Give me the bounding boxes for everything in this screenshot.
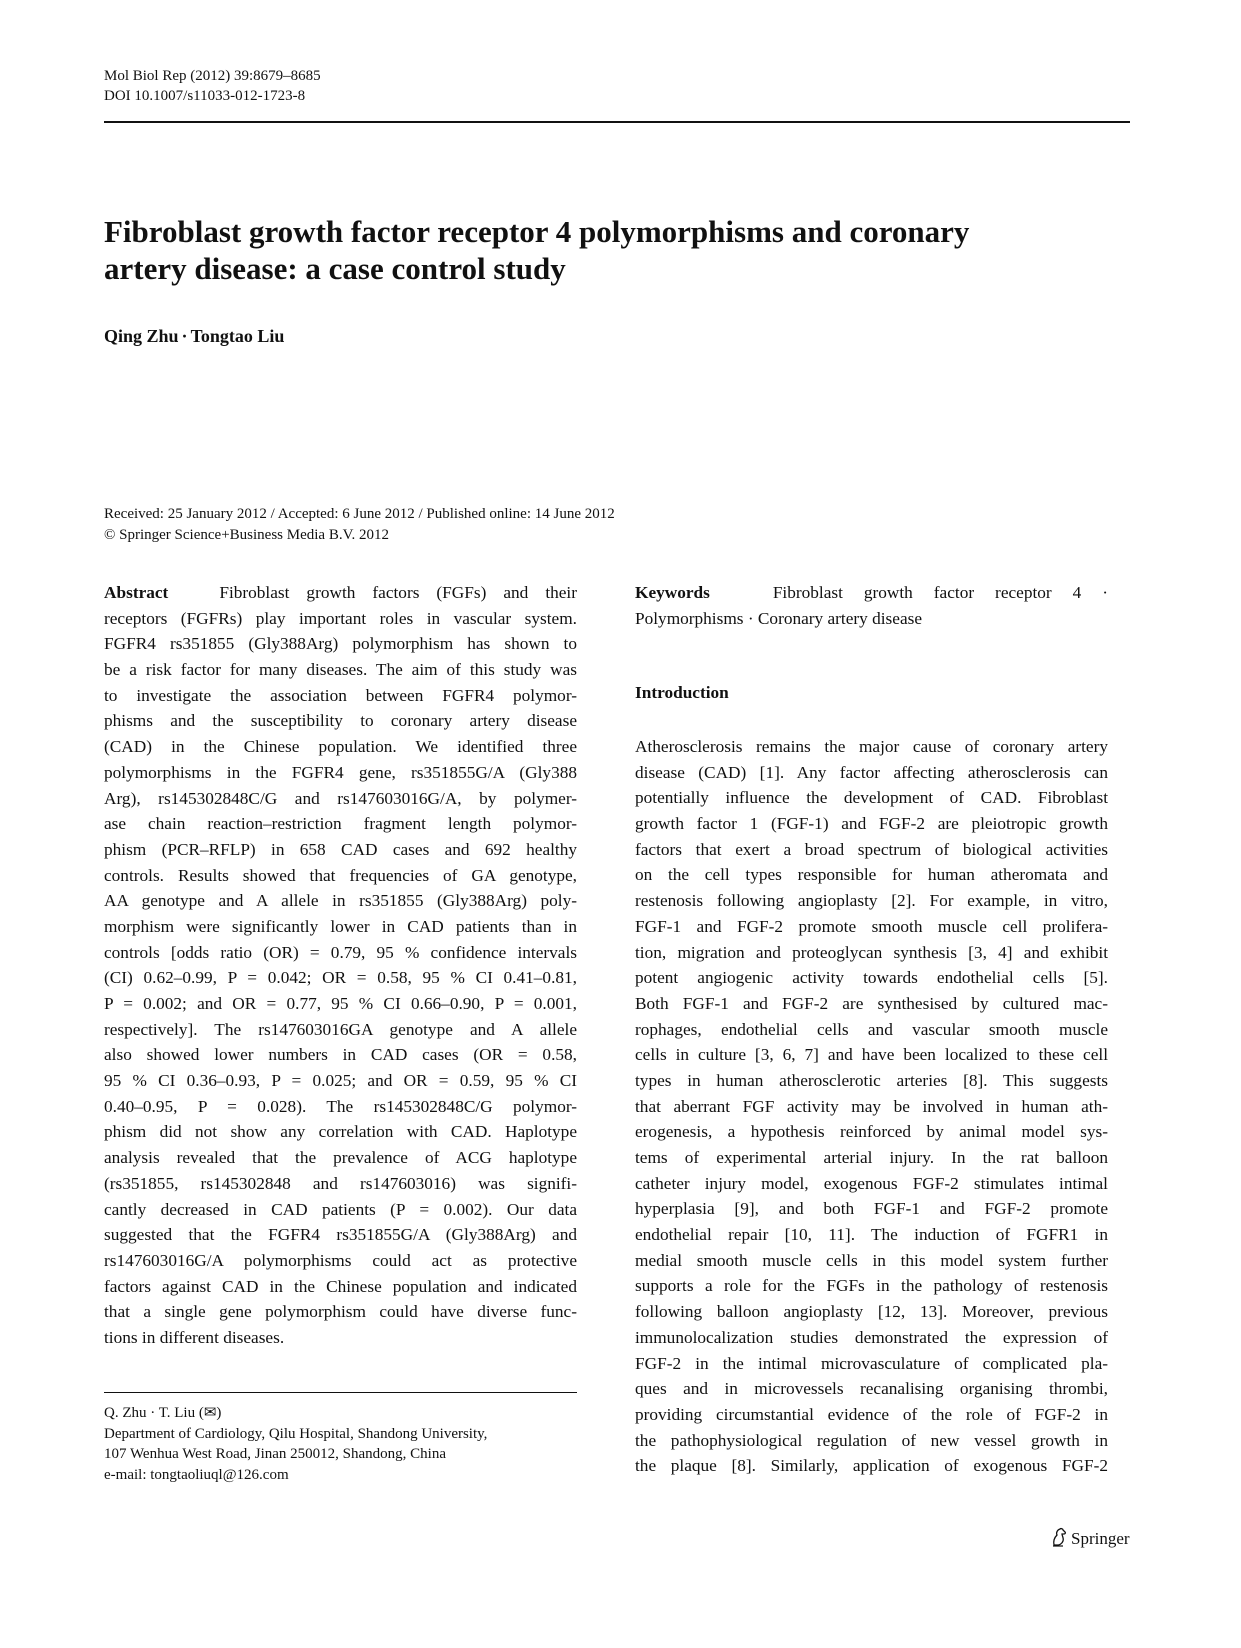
abstract	[104, 580, 577, 1351]
author-name: Tongtao Liu	[190, 326, 285, 346]
intro-line: FGF-2 in the intimal microvasculature of complicated pla-	[635, 1353, 1108, 1373]
intro-line: rophages, endothelial cells and vascular smooth muscle	[635, 1019, 1108, 1039]
intro-line: endothelial repair [10, 11]. The induction of FGFR1 in	[635, 1225, 1108, 1245]
abstract-line: controls. Results showed that frequencies of GA genotype,	[104, 865, 577, 885]
abstract-line: morphism were significantly lower in CAD patients than in	[104, 916, 577, 936]
keywords-line: Keywords Fibroblast growth factor receptor 4 ·	[635, 583, 1109, 602]
abstract-line: (rs351855, rs145302848 and rs147603016) was signifi-	[104, 1173, 577, 1193]
intro-line: immunolocalization studies demonstrated the expression of	[635, 1327, 1108, 1347]
intro-line: medial smooth muscle cells in this model system further	[635, 1250, 1108, 1270]
abstract-line: rs147603016G/A polymorphisms could act as protective	[104, 1250, 577, 1270]
intro-line: factors that exert a broad spectrum of biological activities	[635, 839, 1108, 859]
intro-line: restenosis following angioplasty [2]. For example, in vitro,	[635, 891, 1108, 911]
introduction-body	[635, 734, 1108, 1479]
intro-line: catheter injury model, exogenous FGF-2 stimulates intimal	[635, 1173, 1108, 1193]
abstract-line: receptors (FGFRs) play important roles in vascular system.	[104, 608, 577, 628]
paper-title	[104, 213, 1104, 287]
intro-line: hyperplasia [9], and both FGF-1 and FGF-2 promote	[635, 1199, 1108, 1219]
author-list	[104, 326, 284, 347]
abstract-line: Arg), rs145302848C/G and rs147603016G/A, by polymer-	[104, 788, 577, 808]
intro-line: potent angiogenic activity towards endothelial cells [5].	[635, 968, 1108, 988]
abstract-line: respectively]. The rs147603016GA genotype and A allele	[104, 1019, 577, 1039]
publication-dates	[104, 504, 615, 546]
keywords-label: Keywords	[635, 583, 710, 602]
intro-line: supports a role for the FGFs in the pathology of restenosis	[635, 1276, 1108, 1296]
abstract-line: controls [odds ratio (OR) = 0.79, 95 % confidence intervals	[104, 942, 577, 962]
abstract-line: ase chain reaction–restriction fragment length polymor-	[104, 814, 577, 834]
intro-line: potentially influence the development of CAD. Fibroblast	[635, 788, 1108, 808]
intro-line: erogenesis, a hypothesis reinforced by animal model sys-	[635, 1122, 1108, 1142]
abstract-line: analysis revealed that the prevalence of ACG haplotype	[104, 1148, 577, 1168]
intro-line: cells in culture [3, 6, 7] and have been localized to these cell	[635, 1045, 1108, 1065]
abstract-line: AA genotype and A allele in rs351855 (Gly388Arg) poly-	[104, 891, 577, 911]
intro-line: providing circumstantial evidence of the role of FGF-2 in	[635, 1404, 1108, 1424]
keywords-line: Polymorphisms · Coronary artery disease	[635, 608, 923, 628]
abstract-line: phism did not show any correlation with CAD. Haplotype	[104, 1122, 577, 1142]
abstract-line: be a risk factor for many diseases. The aim of this study was	[104, 660, 577, 680]
abstract-line: that a single gene polymorphism could have diverse func-	[104, 1302, 577, 1322]
intro-line: Atherosclerosis remains the major cause of coronary artery	[635, 737, 1108, 756]
intro-line: that aberrant FGF activity may be involved in human ath-	[635, 1096, 1108, 1116]
abstract-line: cantly decreased in CAD patients (P = 0.002). Our data	[104, 1199, 577, 1219]
section-heading-introduction: Introduction	[635, 683, 729, 702]
intro-line: FGF-1 and FGF-2 promote smooth muscle cell prolifera-	[635, 916, 1108, 936]
publisher-logo	[1050, 1527, 1130, 1549]
footnote-address: 107 Wenhua West Road, Jinan 250012, Shandong, China	[104, 1446, 447, 1462]
abstract-line: to investigate the association between FGFR4 polymor-	[104, 685, 577, 705]
footnote-affiliation: Department of Cardiology, Qilu Hospital, Shandong University,	[104, 1425, 488, 1442]
header-rule	[104, 121, 1130, 123]
footnote-authors: Q. Zhu · T. Liu (✉)	[104, 1405, 222, 1421]
footnote-rule	[104, 1392, 577, 1393]
intro-line: the pathophysiological regulation of new vessel growth in	[635, 1430, 1108, 1450]
abstract-line: polymorphisms in the FGFR4 gene, rs351855G/A (Gly388	[104, 762, 577, 782]
publisher-name: Springer	[1071, 1529, 1130, 1548]
title-line-2: artery disease: a case control study	[104, 251, 566, 286]
intro-line: tems of experimental arterial injury. In the rat balloon	[635, 1148, 1108, 1167]
intro-line: following balloon angioplasty [12, 13]. Moreover, previous	[635, 1302, 1108, 1322]
journal-doi: DOI 10.1007/s11033-012-1723-8	[104, 88, 306, 104]
intro-line: growth factor 1 (FGF-1) and FGF-2 are pleiotropic growth	[635, 814, 1108, 834]
abstract-line: phisms and the susceptibility to coronary artery disease	[104, 711, 577, 731]
title-line-1: Fibroblast growth factor receptor 4 polymorphisms and coronary	[104, 214, 970, 249]
intro-line: types in human atherosclerotic arteries [8]. This suggests	[635, 1070, 1108, 1090]
abstract-line: also showed lower numbers in CAD cases (OR = 0.58,	[104, 1045, 577, 1065]
dates-line: Received: 25 January 2012 / Accepted: 6 June 2012 / Published online: 14 June 2012	[104, 506, 615, 522]
intro-line: tion, migration and proteoglycan synthesis [3, 4] and exhibit	[635, 942, 1108, 962]
abstract-line: P = 0.002; and OR = 0.77, 95 % CI 0.66–0.90, P = 0.001,	[104, 994, 577, 1013]
abstract-line: tions in different diseases.	[104, 1327, 285, 1347]
abstract-line: factors against CAD in the Chinese population and indicated	[104, 1276, 577, 1296]
journal-citation: Mol Biol Rep (2012) 39:8679–8685	[104, 68, 321, 84]
intro-line: Both FGF-1 and FGF-2 are synthesised by cultured mac-	[635, 993, 1108, 1013]
keywords	[635, 580, 1108, 631]
abstract-line: suggested that the FGFR4 rs351855G/A (Gly388Arg) and	[104, 1225, 577, 1245]
abstract-line: Abstract Fibroblast growth factors (FGFs) and their	[104, 583, 577, 602]
abstract-line: phism (PCR–RFLP) in 658 CAD cases and 692 healthy	[104, 839, 577, 859]
abstract-line: (CI) 0.62–0.99, P = 0.042; OR = 0.58, 95 % CI 0.41–0.81,	[104, 968, 577, 988]
copyright-line: © Springer Science+Business Media B.V. 2012	[104, 527, 389, 543]
author-separator: ·	[181, 326, 188, 346]
author-footnote	[104, 1403, 487, 1485]
intro-line: the plaque [8]. Similarly, application of exogenous FGF-2	[635, 1456, 1108, 1476]
abstract-line: 0.40–0.95, P = 0.028). The rs145302848C/G polymor-	[104, 1096, 577, 1116]
abstract-line: FGFR4 rs351855 (Gly388Arg) polymorphism has shown to	[104, 634, 577, 654]
journal-header	[104, 66, 321, 106]
intro-line: ques and in microvessels recanalising organising thrombi,	[635, 1379, 1108, 1399]
springer-horse-icon	[1050, 1527, 1068, 1547]
abstract-label: Abstract	[104, 583, 169, 602]
footnote-email[interactable]: e-mail: tongtaoliuql@126.com	[104, 1466, 289, 1483]
abstract-line: 95 % CI 0.36–0.93, P = 0.025; and OR = 0.59, 95 % CI	[104, 1071, 577, 1091]
author-name: Qing Zhu	[104, 326, 179, 346]
intro-line: on the cell types responsible for human atheromata and	[635, 865, 1108, 885]
abstract-line: (CAD) in the Chinese population. We identified three	[104, 737, 577, 757]
intro-line: disease (CAD) [1]. Any factor affecting atherosclerosis can	[635, 762, 1108, 782]
